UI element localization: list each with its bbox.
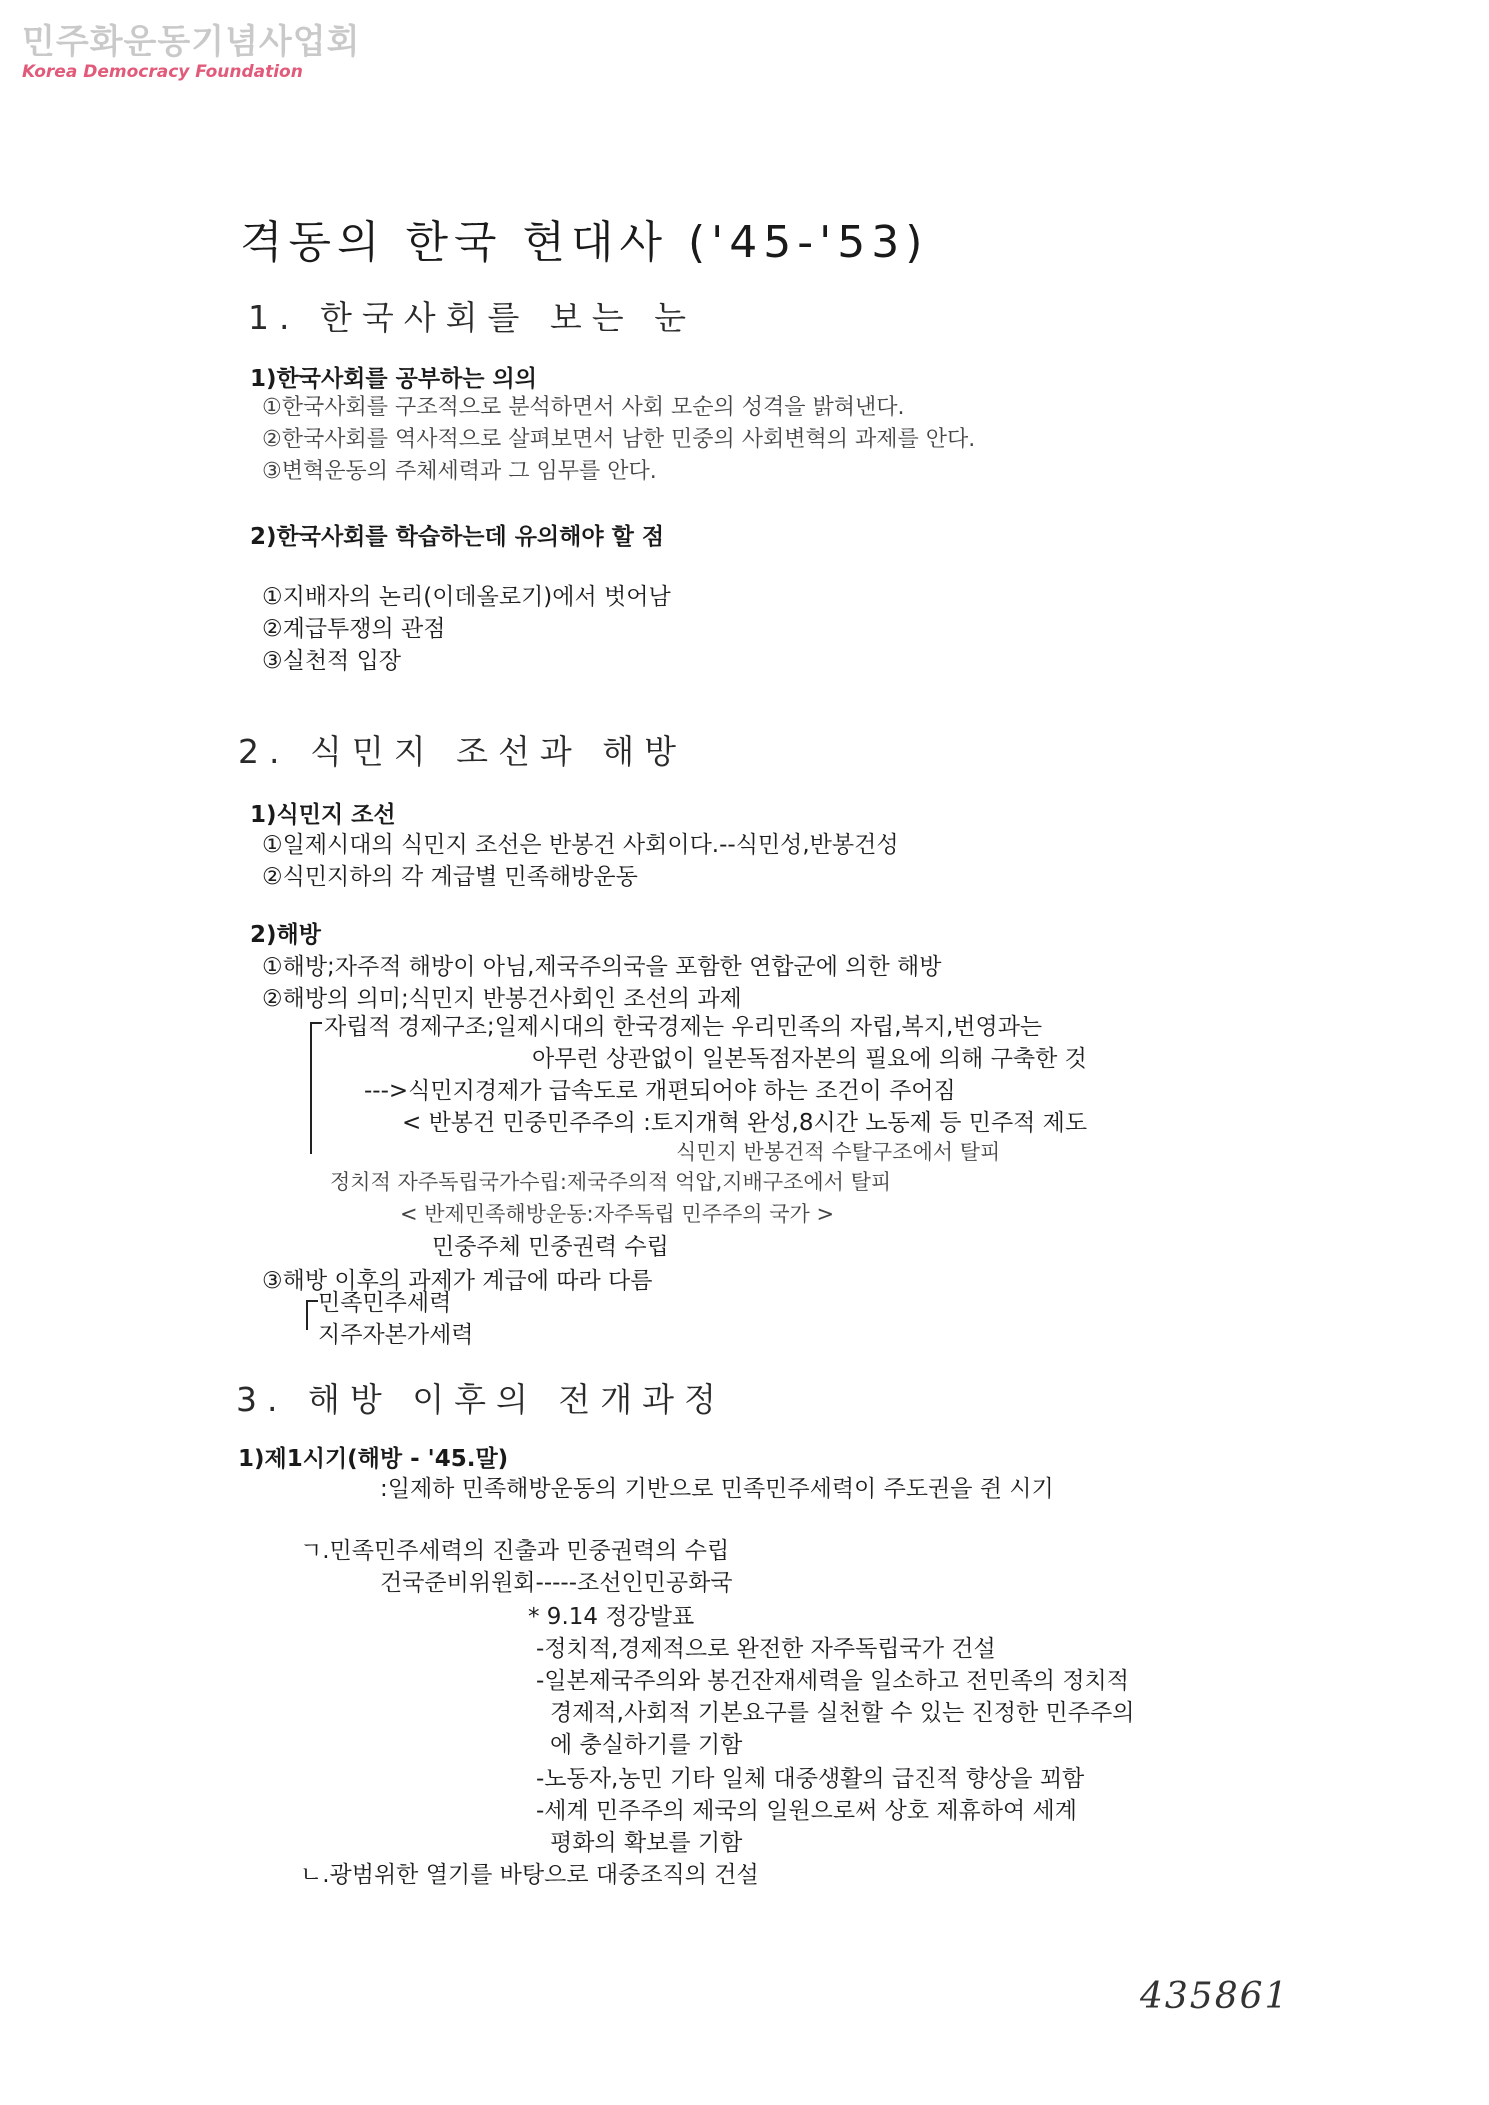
watermark-english: Korea Democracy Foundation bbox=[22, 62, 303, 82]
watermark-korean: 민주화운동기념사업회 bbox=[22, 22, 361, 62]
detail-bracket-tick bbox=[310, 1022, 322, 1024]
section2-sub1-heading: 1)식민지 조선 bbox=[250, 802, 396, 828]
section2-sub1-item-2: ②식민지하의 각 계급별 민족해방운동 bbox=[262, 864, 638, 890]
platform-title: * 9.14 정강발표 bbox=[528, 1604, 695, 1630]
detail-line-5: 식민지 반봉건적 수탈구조에서 탈피 bbox=[676, 1140, 1001, 1164]
section2-heading: 2. 식민지 조선과 해방 bbox=[238, 732, 686, 771]
detail-line-8: 민중주체 민중권력 수립 bbox=[432, 1234, 669, 1260]
detail-line-4: < 반봉건 민중민주주의 :토지개혁 완성,8시간 노동제 등 민주적 제도 bbox=[402, 1110, 1088, 1136]
detail-line-3: --->식민지경제가 급속도로 개편되어야 하는 조건이 주어짐 bbox=[364, 1078, 956, 1104]
section2-sub1-item-1: ①일제시대의 식민지 조선은 반봉건 사회이다.--식민성,반봉건성 bbox=[262, 832, 899, 858]
handwritten-number: 435861 bbox=[1140, 1976, 1290, 2017]
platform-line-5: -노동자,농민 기타 일체 대중생활의 급진적 향상을 꾀함 bbox=[536, 1766, 1085, 1792]
section3-na: ㄴ.광범위한 열기를 바탕으로 대중조직의 건설 bbox=[300, 1862, 759, 1888]
platform-line-7: 평화의 확보를 기함 bbox=[550, 1830, 743, 1856]
platform-line-6: -세계 민주주의 제국의 일원으로써 상호 제휴하여 세계 bbox=[536, 1798, 1077, 1824]
section1-sub2-item-2: ②계급투쟁의 관점 bbox=[262, 616, 446, 642]
section1-heading: 1. 한국사회를 보는 눈 bbox=[248, 298, 696, 337]
section2-sub2-item-2: ②해방의 의미;식민지 반봉건사회인 조선의 과제 bbox=[262, 986, 742, 1012]
page-title: 격동의 한국 현대사 ('45-'53) bbox=[240, 217, 929, 268]
section3-heading: 3. 해방 이후의 전개과정 bbox=[236, 1380, 726, 1419]
section1-sub2-heading: 2)한국사회를 학습하는데 유의해야 할 점 bbox=[250, 524, 665, 550]
platform-line-4: 에 충실하기를 기함 bbox=[550, 1732, 743, 1758]
section1-sub2-item-3: ③실천적 입장 bbox=[262, 648, 402, 674]
section2-sub2-heading: 2)해방 bbox=[250, 922, 321, 948]
detail-line-1: 자립적 경제구조;일제시대의 한국경제는 우리민족의 자립,복지,번영과는 bbox=[324, 1014, 1043, 1040]
forces-1: 민족민주세력 bbox=[318, 1290, 452, 1316]
section1-sub1-item-2: ②한국사회를 역사적으로 살펴보면서 남한 민중의 사회변혁의 과제를 안다. bbox=[262, 427, 976, 452]
detail-line-6: 정치적 자주독립국가수립:제국주의적 억압,지배구조에서 탈피 bbox=[330, 1170, 892, 1194]
section2-sub2-item-1: ①해방;자주적 해방이 아님,제국주의국을 포함한 연합군에 의한 해방 bbox=[262, 954, 942, 980]
detail-line-2: 아무런 상관없이 일본독점자본의 필요에 의해 구축한 것 bbox=[532, 1046, 1087, 1072]
section1-sub2-item-1: ①지배자의 논리(이데올로기)에서 벗어남 bbox=[262, 584, 671, 610]
section1-sub1-item-3: ③변혁운동의 주체세력과 그 임무를 안다. bbox=[262, 459, 657, 484]
section3-ga: ㄱ.민족민주세력의 진출과 민중권력의 수립 bbox=[300, 1538, 730, 1564]
detail-line-7: < 반제민족해방운동:자주독립 민주주의 국가 > bbox=[400, 1202, 835, 1226]
forces-bracket-tick bbox=[306, 1300, 318, 1302]
section3-sub1-desc: :일제하 민족해방운동의 기반으로 민족민주세력이 주도권을 쥔 시기 bbox=[380, 1476, 1054, 1502]
section1-sub1-item-1: ①한국사회를 구조적으로 분석하면서 사회 모순의 성격을 밝혀낸다. bbox=[262, 395, 905, 420]
section3-sub1-heading: 1)제1시기(해방 - '45.말) bbox=[238, 1446, 509, 1472]
forces-bracket bbox=[306, 1300, 308, 1330]
detail-bracket bbox=[310, 1022, 312, 1154]
section3-orgs: 건국준비위원회-----조선인민공화국 bbox=[380, 1570, 733, 1596]
section1-sub1-heading: 1)한국사회를 공부하는 의의 bbox=[250, 366, 537, 392]
platform-line-2: -일본제국주의와 봉건잔재세력을 일소하고 전민족의 정치적 bbox=[536, 1668, 1129, 1694]
platform-line-1: -정치적,경제적으로 완전한 자주독립국가 건설 bbox=[536, 1636, 996, 1662]
section2-sub2-item-3: ③해방 이후의 과제가 계급에 따라 다름 bbox=[262, 1268, 653, 1294]
platform-line-3: 경제적,사회적 기본요구를 실천할 수 있는 진정한 민주주의 bbox=[550, 1700, 1135, 1726]
forces-2: 지주자본가세력 bbox=[318, 1322, 474, 1348]
